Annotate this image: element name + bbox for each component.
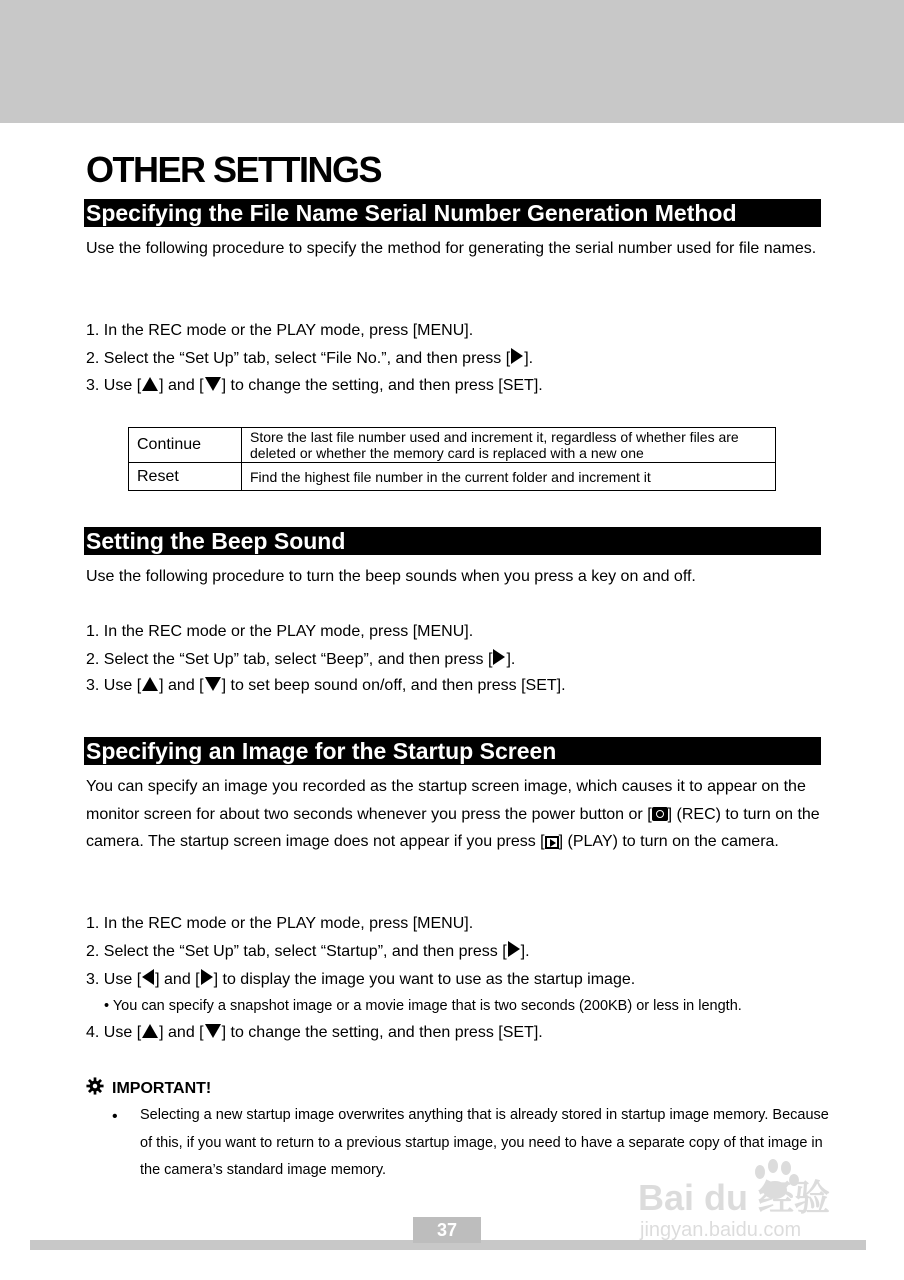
up-arrow-icon <box>142 677 158 691</box>
step-text: ] and [ <box>159 677 204 694</box>
section1-intro: Use the following procedure to specify the method for generating the serial number used for file names. <box>86 240 817 257</box>
important-heading <box>86 1077 211 1101</box>
right-arrow-icon <box>493 649 505 665</box>
camera-icon <box>652 807 668 821</box>
left-arrow-icon <box>142 969 154 985</box>
down-arrow-icon <box>205 377 221 391</box>
header-band <box>0 0 904 123</box>
important-label: IMPORTANT! <box>112 1080 212 1097</box>
step-text: 2. Select the “Set Up” tab, select “Startup”, and then press [ <box>86 943 507 960</box>
section3-note: • You can specify a snapshot image or a movie image that is two seconds (200KB) or less in length. <box>104 998 742 1014</box>
right-arrow-icon <box>511 348 523 364</box>
section2-step2 <box>86 646 515 674</box>
file-number-options-table <box>128 427 776 491</box>
step-text: 2. Select the “Set Up” tab, select “Beep”, and then press [ <box>86 651 493 668</box>
section-heading-startup: Specifying an Image for the Startup Screen <box>84 737 821 765</box>
section2-step3 <box>86 672 566 700</box>
option-description: Store the last file number used and increment it, regardless of whether files are deleted or whether the memory card is replaced with a new one <box>242 428 776 463</box>
option-description: Find the highest file number in the current folder and increment it <box>242 463 776 491</box>
page-title: OTHER SETTINGS <box>86 149 382 190</box>
table-row <box>129 428 776 463</box>
step-text: ] to set beep sound on/off, and then press [SET]. <box>221 677 566 694</box>
bullet-icon: • <box>112 1108 118 1125</box>
section1-step2 <box>86 345 533 373</box>
step-text: 3. Use [ <box>86 971 142 988</box>
intro-text: ] (REC) to turn on the camera. The startup screen image does not appear if you press [ <box>86 805 820 850</box>
down-arrow-icon <box>205 1024 221 1038</box>
page-number: 37 <box>413 1217 481 1243</box>
important-text: Selecting a new startup image overwrites anything that is already stored in startup image memory. Because of this, if you want to return to a previous startup image, you need to have a separate copy of that image in the camera’s standard image memory. <box>140 1107 829 1178</box>
down-arrow-icon <box>205 677 221 691</box>
section-heading-beep: Setting the Beep Sound <box>84 527 821 555</box>
section1-step1: 1. In the REC mode or the PLAY mode, press [MENU]. <box>86 322 474 339</box>
step-text: ] to display the image you want to use as the startup image. <box>213 971 636 988</box>
right-arrow-icon <box>201 969 213 985</box>
watermark-url: jingyan.baidu.com <box>640 1219 802 1240</box>
option-name: Continue <box>129 428 242 463</box>
gear-icon <box>86 1077 104 1095</box>
section2-intro: Use the following procedure to turn the beep sounds when you press a key on and off. <box>86 568 696 585</box>
step-text: 4. Use [ <box>86 1024 142 1041</box>
step-text: ]. <box>520 943 530 960</box>
section3-intro <box>86 773 826 856</box>
step-text: 2. Select the “Set Up” tab, select “File No.”, and then press [ <box>86 350 511 367</box>
step-text: 3. Use [ <box>86 377 142 394</box>
intro-text: ] (PLAY) to turn on the camera. <box>558 833 779 850</box>
section3-step1: 1. In the REC mode or the PLAY mode, press [MENU]. <box>86 915 474 932</box>
play-icon <box>545 836 559 849</box>
step-text: ]. <box>524 350 534 367</box>
step-text: ] to change the setting, and then press [SET]. <box>221 377 543 394</box>
section-heading-file-number: Specifying the File Name Serial Number Generation Method <box>84 199 821 227</box>
section2-step1: 1. In the REC mode or the PLAY mode, press [MENU]. <box>86 623 474 640</box>
baidu-watermark-logo <box>638 1150 848 1240</box>
step-text: ] and [ <box>159 377 204 394</box>
section3-step3 <box>86 966 635 994</box>
section3-step2 <box>86 938 530 966</box>
section3-step4 <box>86 1019 543 1047</box>
step-text: ] to change the setting, and then press [SET]. <box>221 1024 543 1041</box>
step-text: 3. Use [ <box>86 677 142 694</box>
step-text: ]. <box>506 651 516 668</box>
intro-text: You can specify an image you recorded as the startup screen image, which causes it to appear on the monitor screen for about two seconds whenever you press the power button or [ <box>86 778 806 823</box>
section1-step3 <box>86 372 543 400</box>
up-arrow-icon <box>142 1024 158 1038</box>
step-text: ] and [ <box>155 971 200 988</box>
option-name: Reset <box>129 463 242 491</box>
up-arrow-icon <box>142 377 158 391</box>
step-text: ] and [ <box>159 1024 204 1041</box>
table-row <box>129 463 776 491</box>
right-arrow-icon <box>508 941 520 957</box>
watermark-logo-text: Bai du 经验 <box>638 1177 831 1218</box>
